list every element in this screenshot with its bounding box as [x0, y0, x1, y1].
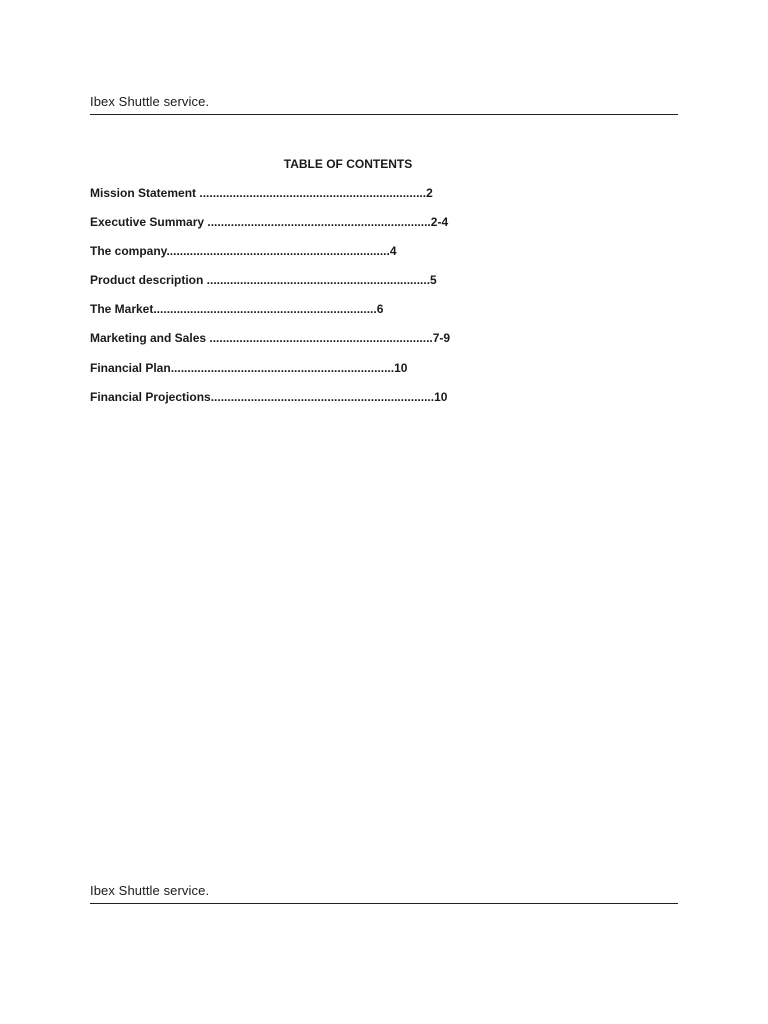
footer-title: Ibex Shuttle service. — [90, 883, 210, 898]
toc-title: TABLE OF CONTENTS — [283, 157, 413, 171]
toc-entry-product-description: Product description ...................................................................5 — [90, 273, 437, 288]
page-footer — [90, 883, 678, 904]
table-of-contents — [90, 185, 450, 418]
toc-entry-executive-summary: Executive Summary ...................................................................2-4 — [90, 215, 449, 230]
page-header — [90, 94, 678, 115]
toc-entry-financial-projections: Financial Projections...................................................................10 — [90, 389, 448, 404]
toc-entry-financial-plan: Financial Plan...................................................................10 — [90, 360, 408, 375]
toc-entry-marketing-and-sales: Marketing and Sales ...................................................................7-9 — [90, 331, 451, 346]
toc-entry-mission-statement: Mission Statement ....................................................................2 — [90, 186, 433, 200]
toc-entry-the-market: The Market...................................................................6 — [90, 302, 384, 317]
toc-entry-the-company: The company...................................................................4 — [90, 244, 397, 259]
header-title: Ibex Shuttle service. — [90, 94, 210, 109]
